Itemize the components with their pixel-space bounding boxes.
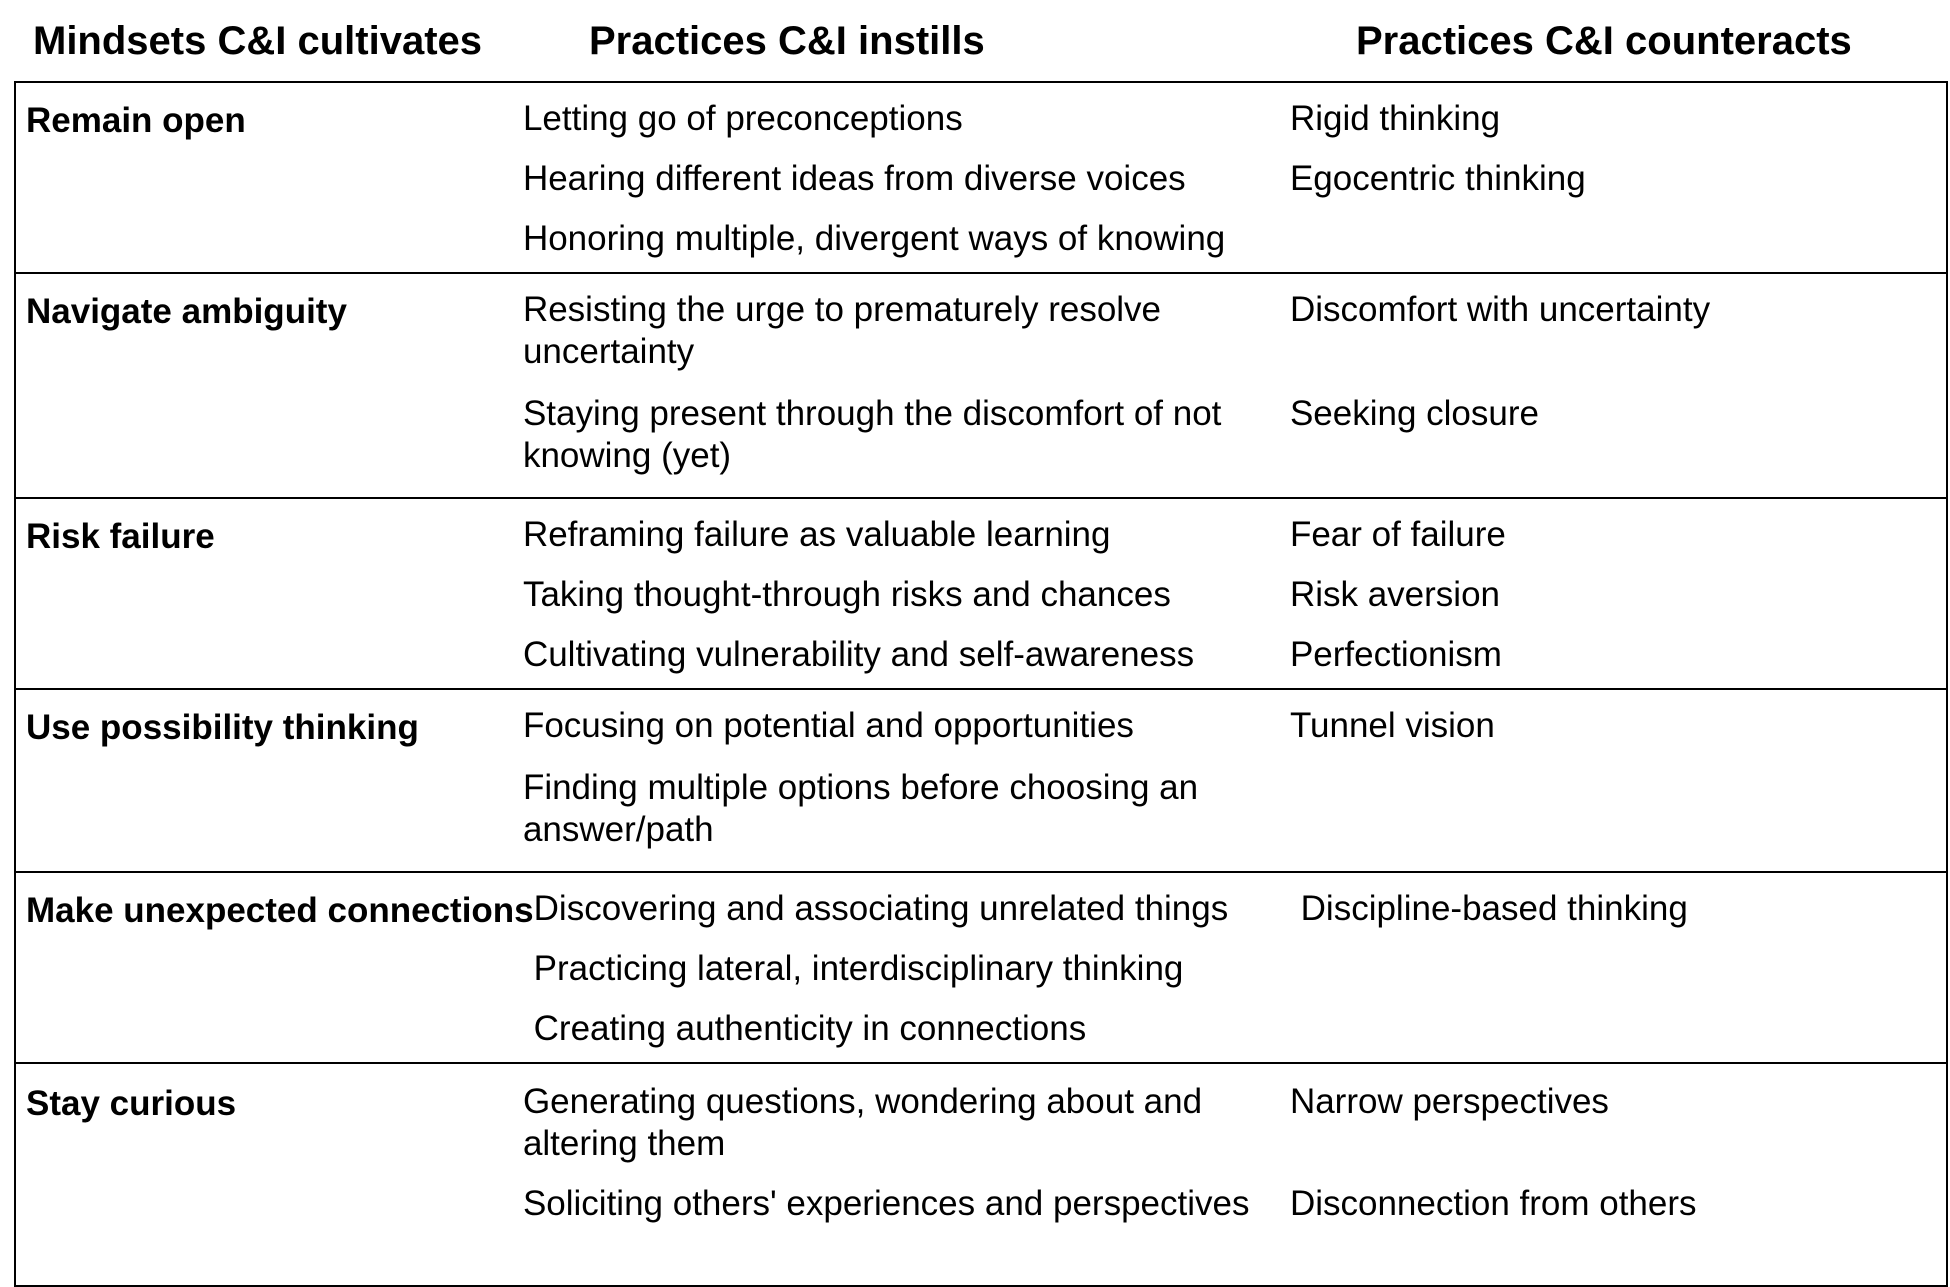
practice-counteracted [1290,218,1946,272]
table-row [523,393,1946,497]
practice-instilled: Taking thought-through risks and chances [522,575,1171,614]
practice-instilled: Focusing on potential and opportunities [522,706,1134,745]
table-row [523,98,1946,158]
practice-instilled: Cultivating vulnerability and self-awareness [522,635,1195,674]
practice-counteracted: Rigid thinking [1289,99,1501,138]
mindset-label: Use possibility thinking [26,708,419,747]
table-row [534,888,1946,948]
mindset-label: Navigate ambiguity [26,292,347,331]
table-header-row [14,0,1948,81]
practice-instilled: Resisting the urge to prematurely resolve uncertainty [522,290,1162,371]
practice-counteracted: Risk aversion [1289,575,1501,614]
table-row [523,634,1946,688]
practice-rows [523,98,1946,272]
practice-counteracted: Egocentric thinking [1289,159,1586,198]
table-row [523,1081,1946,1183]
practice-instilled: Hearing different ideas from diverse voices [522,159,1186,198]
table-row [523,514,1946,574]
practice-rows [523,514,1946,688]
practice-counteracted: Fear of failure [1289,515,1506,554]
practice-instilled: Honoring multiple, divergent ways of knowing [522,219,1226,258]
mindset-label: Stay curious [26,1084,237,1123]
practice-counteracted: Discomfort with uncertainty [1289,290,1711,329]
table-group [16,871,1946,1062]
table-group [16,1062,1946,1285]
table-row [523,218,1946,272]
practice-counteracted: Tunnel vision [1289,706,1495,745]
practice-instilled: Soliciting others' experiences and perspectives [522,1184,1250,1223]
mindsets-practices-table [14,0,1948,1287]
practice-counteracted [1301,1008,1946,1062]
table-body [14,81,1948,1287]
practice-rows [523,289,1946,497]
practice-counteracted: Perfectionism [1289,635,1502,674]
table-row [523,574,1946,634]
practice-counteracted [1301,948,1946,1008]
table-group [16,497,1946,688]
practice-instilled: Finding multiple options before choosing an answer/path [522,768,1199,849]
practice-counteracted: Narrow perspectives [1289,1082,1609,1121]
practice-instilled: Letting go of preconceptions [522,99,963,138]
practice-instilled: Creating authenticity in connections [533,1009,1087,1048]
practice-instilled: Reframing failure as valuable learning [522,515,1111,554]
practice-rows [523,705,1946,871]
table-group [16,688,1946,871]
practice-counteracted [1290,767,1946,871]
table-row [534,948,1946,1008]
practice-instilled: Practicing lateral, interdisciplinary thinking [533,949,1184,988]
mindset-label: Risk failure [26,517,215,556]
table-group [16,272,1946,497]
table-row [523,158,1946,218]
practice-counteracted: Disconnection from others [1289,1184,1697,1223]
practice-counteracted: Seeking closure [1289,394,1539,433]
table-row [523,1183,1946,1285]
table-row [523,767,1946,871]
mindset-label: Make unexpected connections [26,891,534,930]
table-row [523,289,1946,393]
practice-rows [534,888,1946,1062]
header-counteracts: Practices C&I counteracts [1356,19,1852,63]
practice-instilled: Generating questions, wondering about and altering them [522,1082,1203,1163]
practice-instilled: Discovering and associating unrelated things [533,889,1229,928]
mindset-label: Remain open [26,101,246,140]
header-mindsets: Mindsets C&I cultivates [33,19,483,63]
table-row [523,705,1946,767]
table-row [534,1008,1946,1062]
practice-rows [523,1081,1946,1285]
header-instills: Practices C&I instills [589,19,985,63]
table-group [16,83,1946,272]
practice-counteracted: Discipline-based thinking [1300,889,1688,928]
practice-instilled: Staying present through the discomfort of not knowing (yet) [522,394,1222,475]
